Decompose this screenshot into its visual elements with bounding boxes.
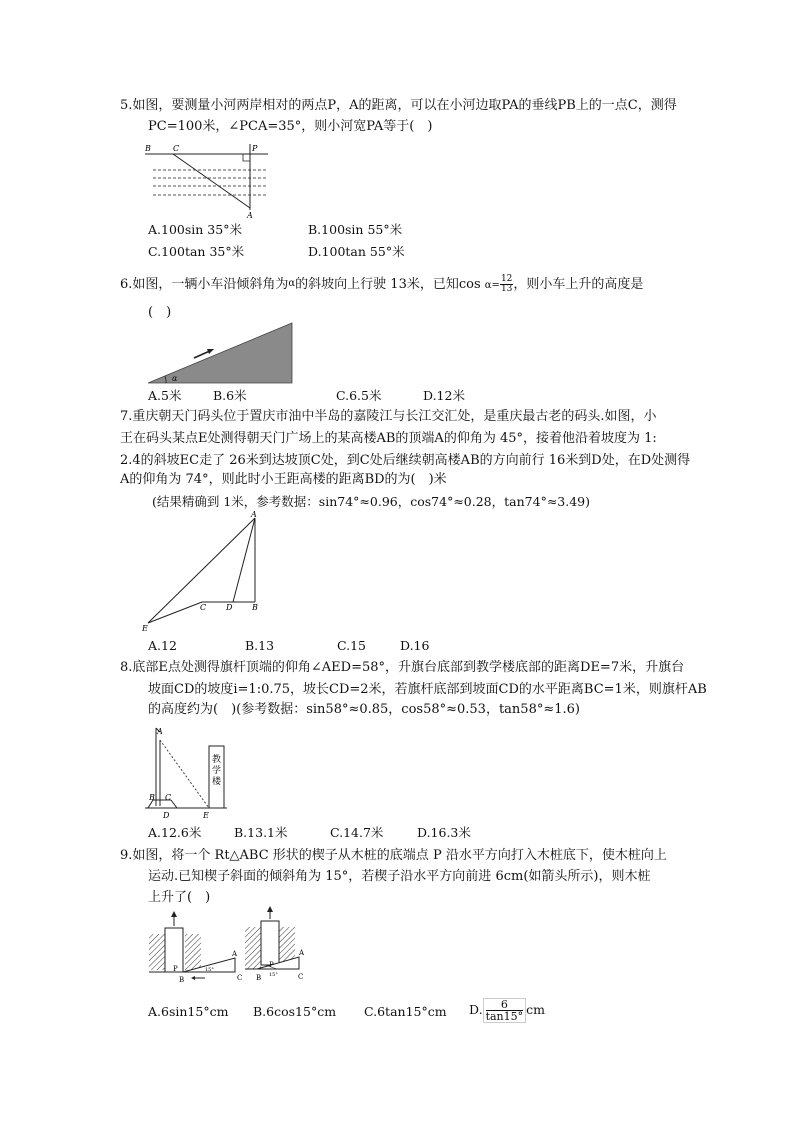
q6-option-b[interactable]: B.6米: [213, 388, 247, 403]
q6-text-line1: 6.如图，一辆小车沿倾斜角为α的斜坡向上行驶 13米，已知cos α= $\frac{12}{13}$ ，则小车上升的高度是: [120, 274, 644, 294]
q9-right-label-angle: 15°: [269, 972, 278, 978]
q9-left-label-p: P: [173, 965, 178, 973]
q9-option-b[interactable]: B.6cos15°cm: [253, 1004, 337, 1019]
q6-figure: [146, 320, 296, 386]
q9-figure-right: [243, 905, 338, 985]
q9-right-label-b: B: [256, 974, 262, 982]
q5-figure: [143, 138, 273, 220]
q5-text-line1: 5.如图，要测量小河两岸相对的两点P，A的距离，可以在小河边取PA的垂线PB上的一点C，测得: [120, 98, 677, 113]
q7-option-d[interactable]: D.16: [400, 638, 430, 653]
q5-option-b[interactable]: B.100sin 55°米: [308, 222, 403, 237]
q8-text-line2: 坡面CD的坡度i=1:0.75，坡长CD=2米，若旗杆底部到坡面CD的水平距离BC=1米，则旗杆AB: [148, 682, 707, 697]
q9-option-d[interactable]: D. $\frac{6}{\tan 15^\circ}$ cm: [469, 998, 545, 1023]
q7-option-c[interactable]: C.15: [337, 638, 366, 653]
q6-label-alpha: α: [172, 374, 178, 383]
q5-option-a[interactable]: A.100sin 35°米: [148, 222, 242, 237]
q9-text-line1: 9.如图，将一个 Rt△ABC 形状的楔子从木桩的底端点 P 沿水平方向打入木桩底下，使木桩向上: [120, 848, 667, 863]
q7-label-b: B: [252, 603, 258, 612]
q8-option-b[interactable]: B.13.1米: [234, 825, 288, 840]
q8-option-c[interactable]: C.14.7米: [330, 825, 384, 840]
q7-label-a: A: [251, 510, 257, 519]
q5-text-line2: PC=100米，∠PCA=35°，则小河宽PA等于( ): [148, 119, 433, 134]
q7-text-line3: 2.4的斜坡EC走了 26米到达坡顶C处，到C处后继续朝高楼AB的方向前行 16米到D处，在D处测得: [120, 453, 691, 468]
q8-label-b: B: [149, 793, 155, 802]
q9-left-label-b: B: [179, 976, 185, 984]
q9-figure-left: [145, 908, 245, 992]
q8-text-line1: 8.底部E点处测得旗杆顶端的仰角∠AED=58°，升旗台底部到教学楼底部的距离DE=7米，升旗台: [120, 660, 685, 675]
q9-option-d-fraction: $\frac{6}{\tan 15^\circ}$: [483, 998, 527, 1023]
q9-right-label-a: A: [299, 949, 305, 957]
q5-option-d[interactable]: D.100tan 55°米: [308, 244, 405, 259]
q9-left-label-c: C: [237, 974, 243, 982]
q8-building-char3: 楼: [212, 777, 222, 787]
q8-building-char1: 教: [212, 755, 222, 765]
q7-text-line1: 7.重庆朝天门码头位于置庆市油中半岛的嘉陵江与长江交汇处，是重庆最古老的码头.如图，小: [120, 409, 657, 424]
q6-option-a[interactable]: A.5米: [148, 388, 182, 403]
q9-right-label-p: P: [269, 961, 274, 969]
q8-option-a[interactable]: A.12.6米: [148, 825, 202, 840]
q8-text-line3: 的高度约为( )(参考数据：sin58°≈0.85，cos58°≈0.53，tan58°≈1.6): [148, 702, 580, 717]
q9-left-label-angle: 15°: [205, 967, 214, 973]
q7-text-line2: 王在码头某点E处测得朝天门广场上的某高楼AB的顶端A的仰角为 45°，接着他沿着坡度为 1:: [120, 431, 657, 446]
q7-option-a[interactable]: A.12: [148, 638, 177, 653]
q8-label-d: D: [163, 811, 170, 820]
q6-text-line2: ( ): [148, 305, 172, 320]
q8-label-e: E: [203, 811, 209, 820]
q5-option-c[interactable]: C.100tan 35°米: [148, 244, 245, 259]
q8-label-c: C: [165, 793, 172, 802]
q7-figure: [140, 510, 270, 635]
q7-option-b[interactable]: B.13: [245, 638, 275, 653]
q6-option-c[interactable]: C.6.5米: [336, 388, 382, 403]
q7-label-c: C: [200, 603, 207, 612]
q7-label-e: E: [142, 624, 148, 633]
q5-label-p: P: [252, 144, 258, 153]
q5-label-a: A: [247, 211, 253, 220]
q6-alpha-cos: α: [484, 280, 492, 291]
q6-fraction: $\frac{12}{13}$: [500, 274, 513, 294]
q9-right-label-c: C: [298, 973, 304, 981]
q5-label-c: C: [173, 144, 180, 153]
q9-left-label-a: A: [232, 950, 238, 958]
q5-label-b: B: [145, 144, 151, 153]
q9-text-line2: 运动.已知楔子斜面的倾斜角为 15°，若楔子沿水平方向前进 6cm(如箭头所示)，则木桩: [148, 869, 651, 884]
q9-text-line3: 上升了( ): [148, 890, 211, 905]
q8-building-char2: 学: [212, 766, 222, 776]
q8-label-a: A: [157, 727, 163, 736]
q8-option-d[interactable]: D.16.3米: [417, 825, 471, 840]
q7-label-d: D: [226, 603, 233, 612]
q7-text-line4: A的仰角为 74°，则此时小王距高楼的距离BD的为( )米: [120, 472, 447, 487]
q8-figure: [143, 722, 233, 822]
q7-text-line5: (结果精确到 1米，参考数据：sin74°≈0.96，cos74°≈0.28，tan74°≈3.49): [152, 494, 590, 509]
q9-option-c[interactable]: C.6tan15°cm: [364, 1004, 447, 1019]
q9-option-a[interactable]: A.6sin15°cm: [148, 1004, 229, 1019]
q6-option-d[interactable]: D.12米: [423, 388, 465, 403]
